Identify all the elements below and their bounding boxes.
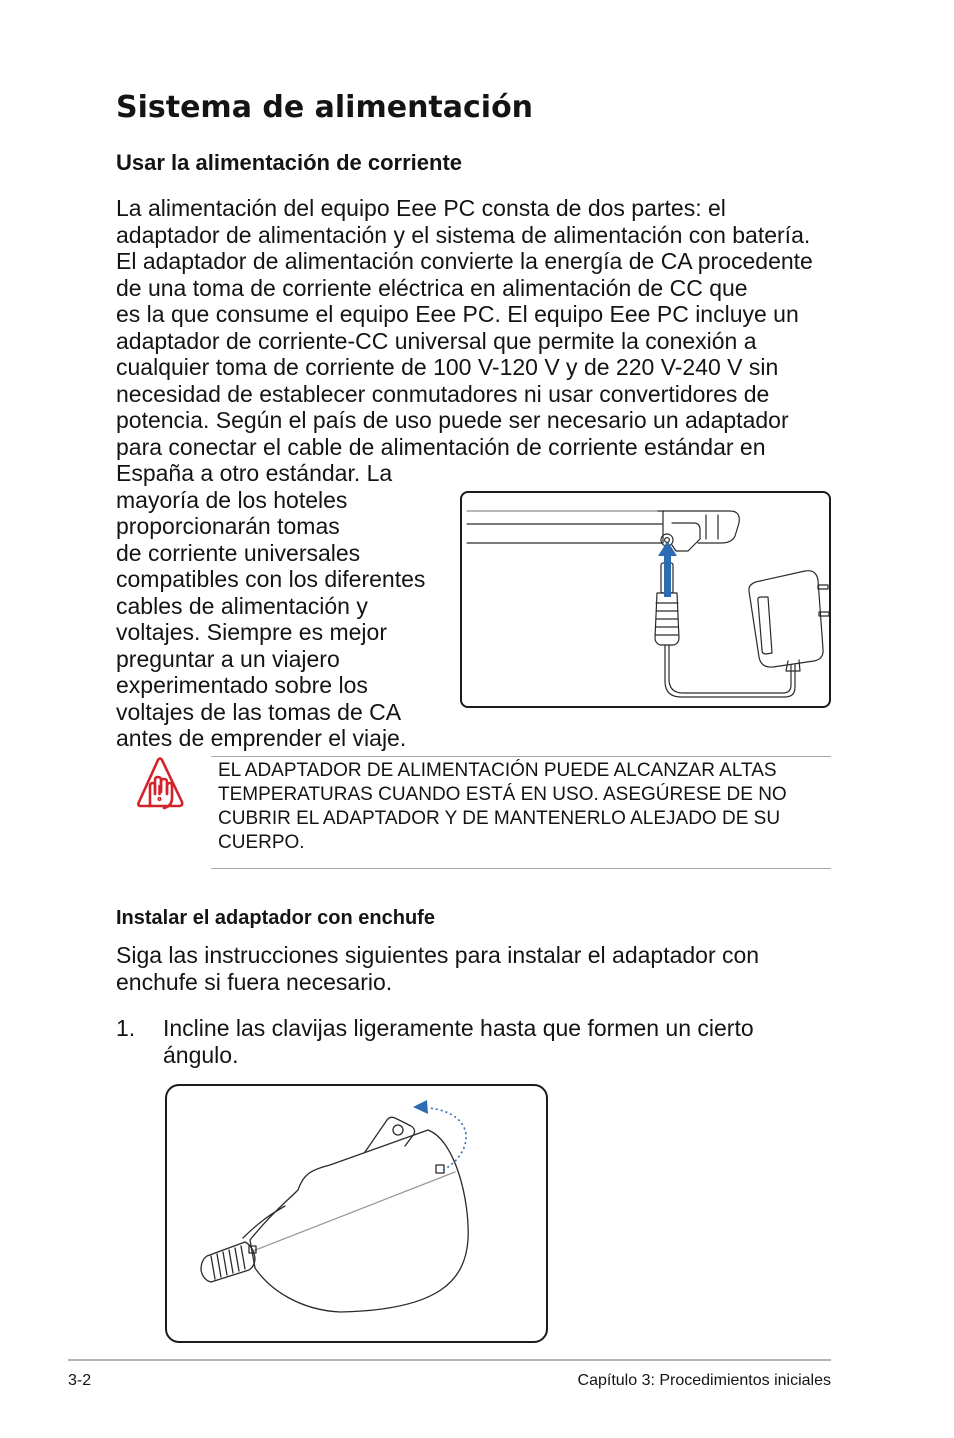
paragraph-line: cualquier toma de corriente de 100 V-120 V y de 220 V-240 V sin — [116, 354, 779, 380]
warning-divider-bottom — [211, 868, 831, 869]
paragraph-line: mayoría de los hoteles — [116, 486, 348, 513]
step-text — [163, 1015, 754, 1068]
footer-divider — [68, 1359, 831, 1361]
paragraph-line: El adaptador de alimentación convierte la energía de CA procedente — [116, 248, 813, 274]
page-title: Sistema de alimentación — [116, 90, 534, 125]
section-heading-power-use: Usar la alimentación de corriente — [116, 150, 463, 175]
paragraph-line: voltajes. Siempre es mejor — [116, 619, 387, 645]
paragraph-line: antes de emprender el viaje. — [116, 725, 407, 751]
adapter-plug-figure — [165, 1084, 548, 1343]
section-heading-install-plug: Instalar el adaptador con enchufe — [116, 907, 435, 929]
paragraph-line: Siga las instrucciones siguientes para instalar el adaptador con — [116, 942, 760, 968]
paragraph-line: de una toma de corriente eléctrica en alimentación de CC que — [116, 274, 748, 301]
paragraph-line: necesidad de establecer conmutadores ni usar convertidores de — [116, 380, 770, 407]
section-intro-install-plug — [116, 942, 759, 995]
paragraph-line: adaptador de alimentación y el sistema de alimentación con batería. — [116, 221, 811, 248]
step-line: Incline las clavijas ligeramente hasta que formen un cierto — [163, 1015, 754, 1041]
paragraph-line: es la que consume el equipo Eee PC. El equipo Eee PC incluye un — [116, 301, 799, 327]
paragraph-line: para conectar el cable de alimentación de corriente estándar en — [116, 433, 766, 460]
paragraph-line: de corriente universales — [116, 539, 361, 566]
warning-divider-top — [211, 756, 831, 757]
paragraph-line: España a otro estándar. La — [116, 460, 393, 486]
paragraph-line: enchufe si fuera necesario. — [116, 968, 393, 995]
paragraph-line: voltajes de las tomas de CA — [116, 698, 402, 725]
warning-hand-icon — [134, 756, 186, 812]
paragraph-line: potencia. Según el país de uso puede ser necesario un adaptador — [116, 407, 789, 433]
page-number: 3-2 — [68, 1372, 92, 1389]
power-adapter-connection-figure — [460, 491, 831, 708]
chapter-title: Capítulo 3: Procedimientos iniciales — [577, 1372, 831, 1389]
paragraph-line: compatibles con los diferentes — [116, 566, 426, 592]
paragraph-line: cables de alimentación y — [116, 592, 368, 619]
power-adapter-connection-illustration — [462, 493, 829, 706]
step-line: ángulo. — [163, 1041, 239, 1068]
step-number: 1. — [116, 1015, 136, 1041]
paragraph-line: preguntar a un viajero — [116, 645, 340, 672]
paragraph-line: experimentado sobre los — [116, 672, 368, 698]
warning-line: CUBRIR EL ADAPTADOR Y DE MANTENERLO ALEJADO DE SU — [218, 808, 781, 829]
paragraph-line: La alimentación del equipo Eee PC consta de dos partes: el — [116, 195, 726, 221]
paragraph-line: adaptador de corriente-CC universal que permite la conexión a — [116, 327, 757, 354]
warning-message — [218, 759, 787, 855]
adapter-plug-fold-illustration — [167, 1086, 546, 1341]
warning-line: CUERPO. — [218, 832, 305, 853]
warning-line: TEMPERATURAS CUANDO ESTÁ EN USO. ASEGÚRESE DE NO — [218, 784, 787, 805]
warning-line: EL ADAPTADOR DE ALIMENTACIÓN PUEDE ALCANZAR ALTAS — [218, 760, 777, 781]
paragraph-line: proporcionarán tomas — [116, 513, 340, 539]
